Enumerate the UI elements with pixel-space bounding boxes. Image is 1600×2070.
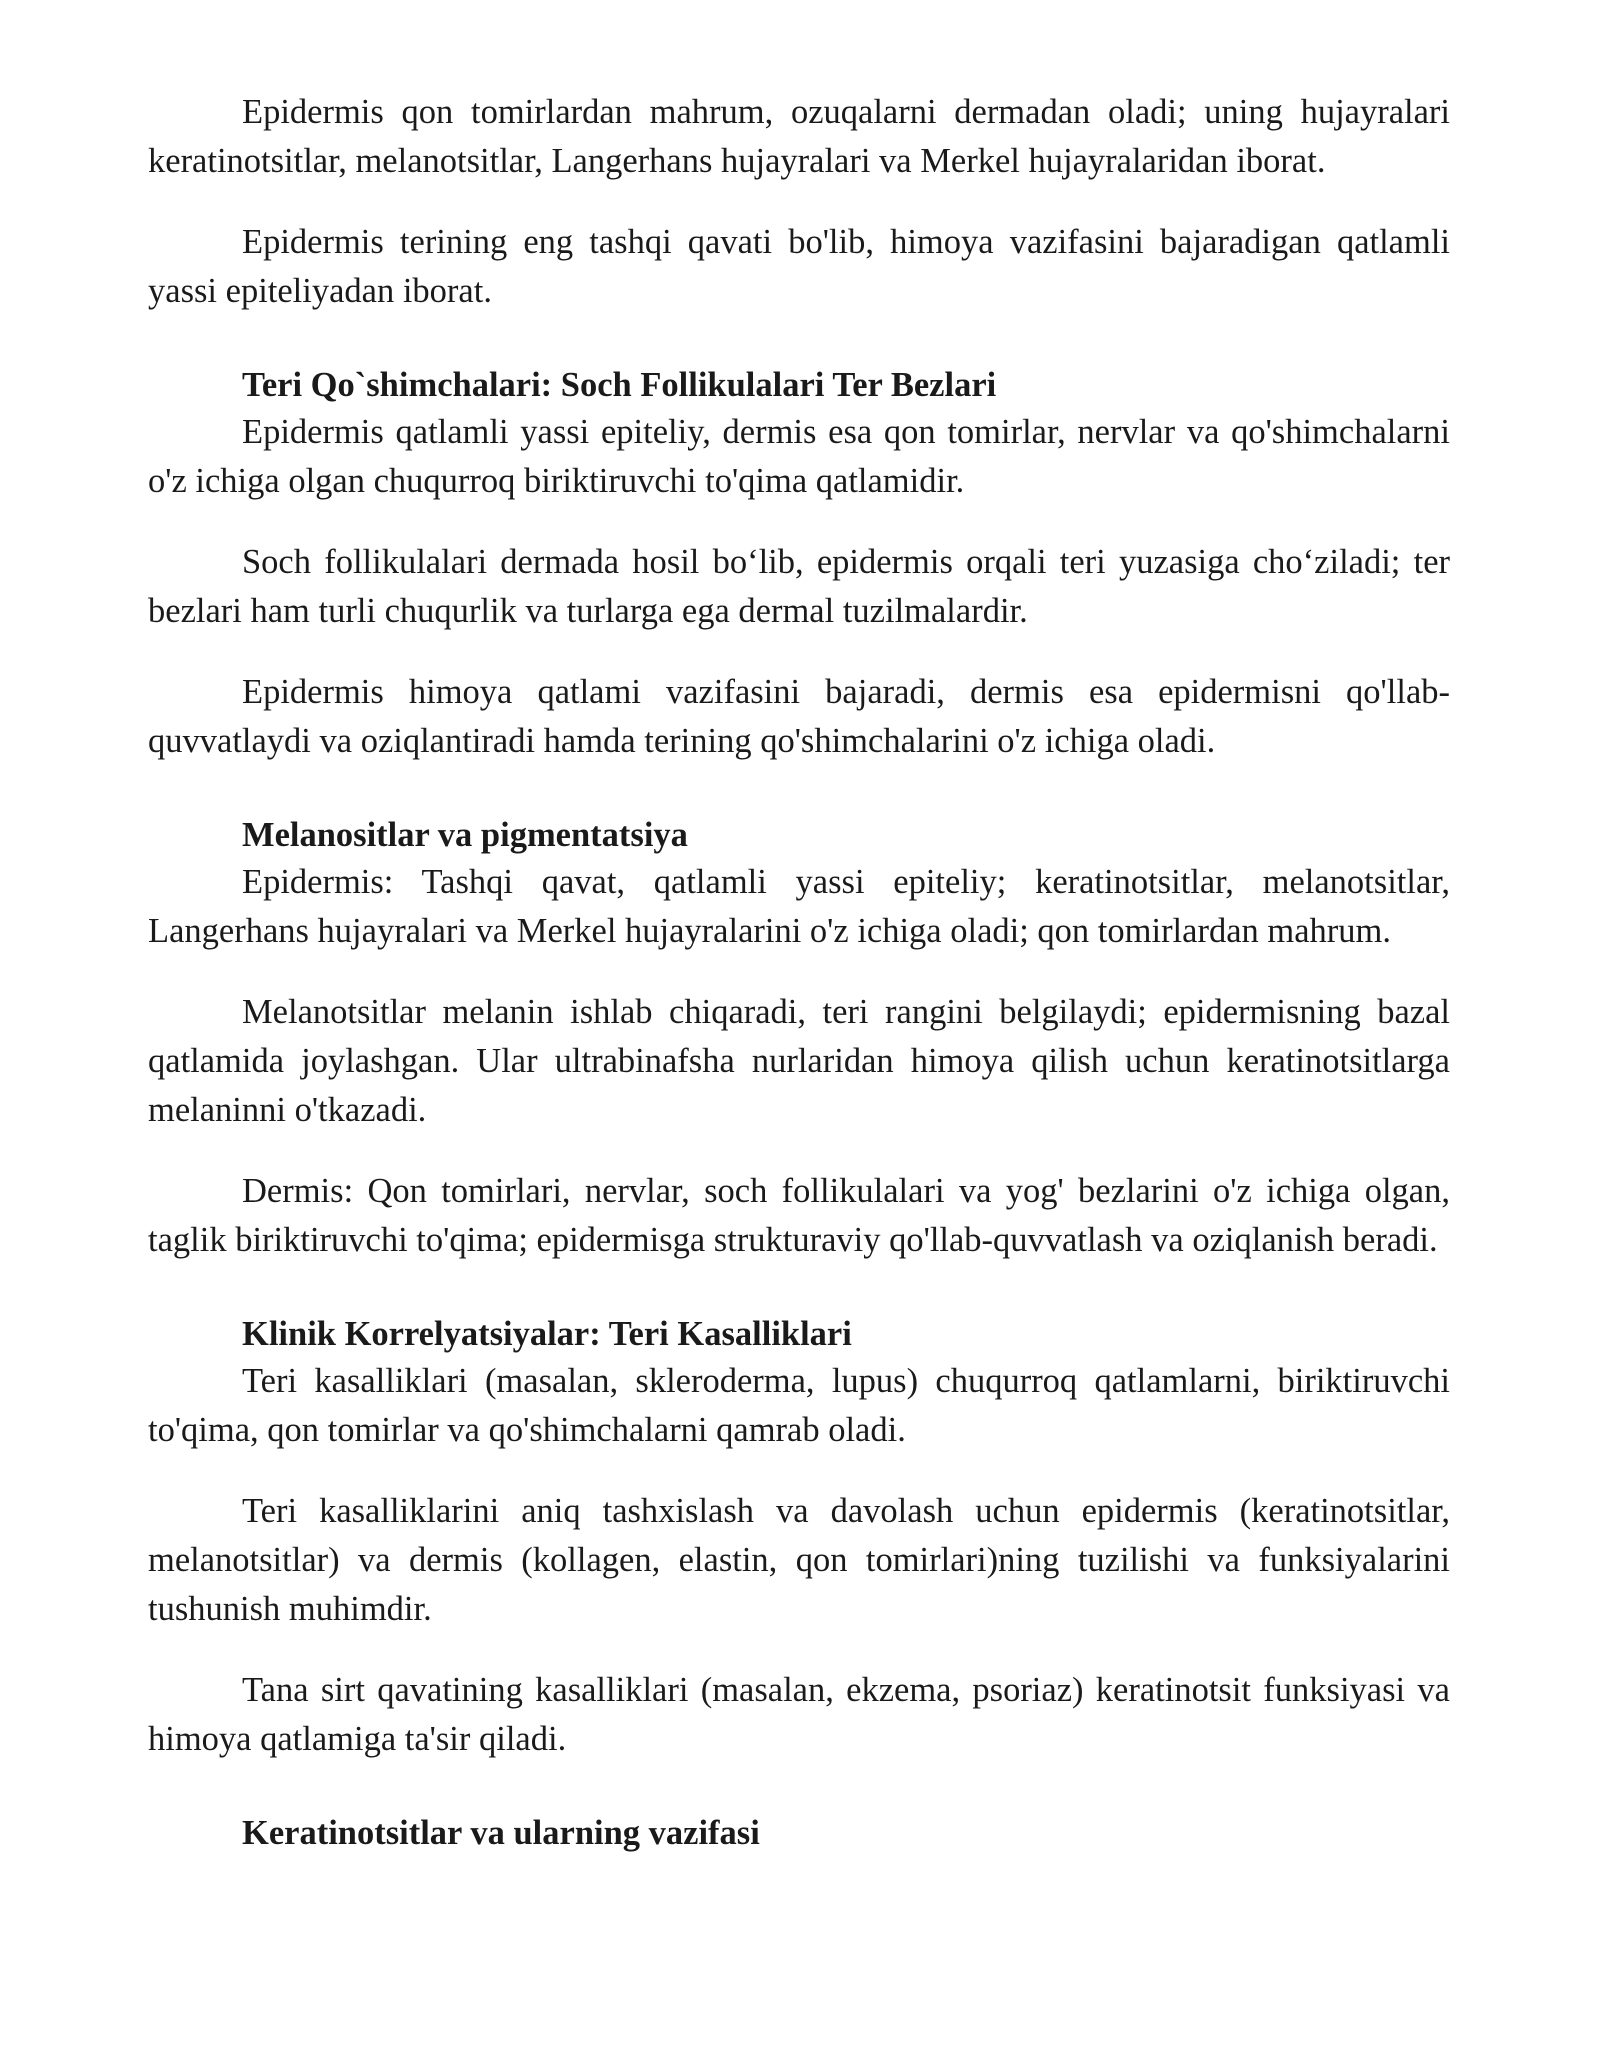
section-heading: Teri Qo`shimchalari: Soch Follikulalari Ter Bezlari	[242, 366, 997, 404]
paragraph: Soch follikulalari dermada hosil bo‘lib, epidermis orqali teri yuzasiga cho‘ziladi; ter bezlari ham turli chuqurlik va turlarga ega dermal tuzilmalardir.	[148, 543, 1450, 630]
paragraph: Epidermis qon tomirlardan mahrum, ozuqalarni dermadan oladi; uning hujayralari keratinotsitlar, melanotsitlar, Langerhans hujayralari va Merkel hujayralaridan iborat.	[148, 93, 1450, 180]
section-heading: Klinik Korrelyatsiyalar: Teri Kasalliklari	[242, 1315, 852, 1353]
paragraph: Epidermis: Tashqi qavat, qatlamli yassi epiteliy; keratinotsitlar, melanotsitlar, Langerhans hujayralari va Merkel hujayralarini o'z ichiga oladi; qon tomirlardan mahrum.	[148, 863, 1450, 950]
paragraph: Teri kasalliklarini aniq tashxislash va davolash uchun epidermis (keratinotsitlar, melanotsitlar) va dermis (kollagen, elastin, qon tomirlari)ning tuzilishi va funksiyalarini tushunish muhimdir.	[148, 1492, 1450, 1628]
section-heading: Melanositlar va pigmentatsiya	[242, 816, 688, 854]
paragraph: Melanotsitlar melanin ishlab chiqaradi, teri rangini belgilaydi; epidermisning bazal qatlamida joylashgan. Ular ultrabinafsha nurlaridan himoya qilish uchun keratinotsitlarga melaninni o'tkazadi.	[148, 993, 1450, 1129]
paragraph: Tana sirt qavatining kasalliklari (masalan, ekzema, psoriaz) keratinotsit funksiyasi va himoya qatlamiga ta'sir qiladi.	[148, 1671, 1450, 1758]
paragraph: Teri kasalliklari (masalan, skleroderma, lupus) chuqurroq qatlamlarni, biriktiruvchi to'qima, qon tomirlar va qo'shimchalarni qamrab oladi.	[148, 1362, 1450, 1449]
document-page	[148, 88, 1450, 1856]
paragraph: Epidermis qatlamli yassi epiteliy, dermis esa qon tomirlar, nervlar va qo'shimchalarni o'z ichiga olgan chuqurroq biriktiruvchi to'qima qatlamidir.	[148, 413, 1450, 500]
paragraph: Epidermis terining eng tashqi qavati bo'lib, himoya vazifasini bajaradigan qatlamli yassi epiteliyadan iborat.	[148, 223, 1450, 310]
paragraph: Epidermis himoya qatlami vazifasini bajaradi, dermis esa epidermisni qo'llab-quvvatlaydi va oziqlantiradi hamda terining qo'shimchalarini o'z ichiga oladi.	[148, 673, 1450, 760]
section-heading: Keratinotsitlar va ularning vazifasi	[242, 1814, 760, 1852]
paragraph: Dermis: Qon tomirlari, nervlar, soch follikulalari va yog' bezlarini o'z ichiga olgan, taglik biriktiruvchi to'qima; epidermisga strukturaviy qo'llab-quvvatlash va oziqlanish beradi.	[148, 1172, 1450, 1259]
